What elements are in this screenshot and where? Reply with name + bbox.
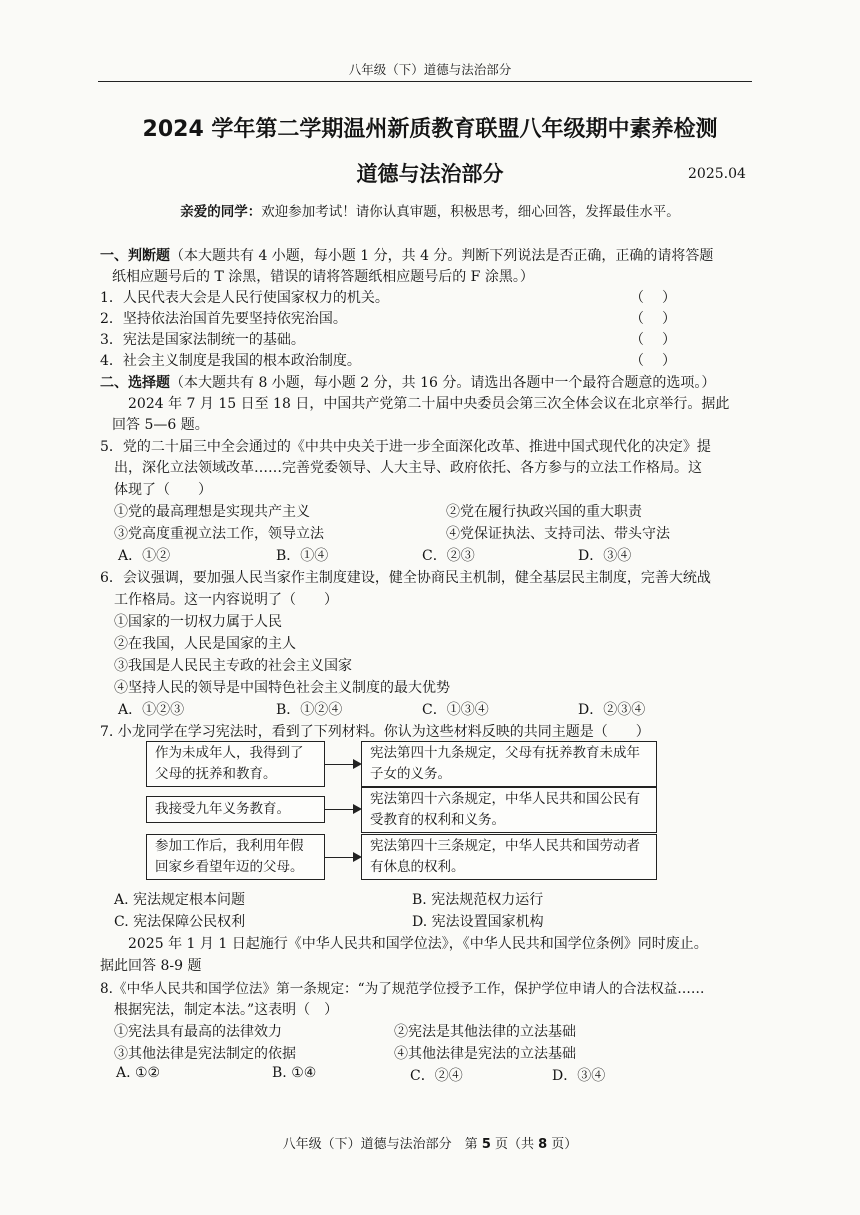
header-rule [98,81,752,82]
q7-stem: 7. 小龙同学在学习宪法时，看到了下列材料。你认为这些材料反映的共同主题是（ ） [100,724,650,740]
q6-choice-c: C．①③④ [422,702,489,718]
context-5-6-line2: 回答 5—6 题。 [112,417,209,433]
section1-heading: 一、判断题 [100,248,170,264]
q5-choice-b: B．①④ [276,548,329,564]
q5-stem-line3: 体现了（ ） [114,482,212,498]
q8-option-2: ②宪法是其他法律的立法基础 [394,1024,576,1040]
q7-arrow-2 [325,809,360,810]
q7-material-right-1: 宪法第四十九条规定，父母有抚养教育未成年子女的义务。 [361,741,657,787]
q6-option-2: ②在我国，人民是国家的主人 [114,636,296,652]
context-8-9-line2: 据此回答 8-9 题 [100,958,202,974]
section2-heading: 二、选择题 [100,375,170,391]
page-number: 5 [481,1137,491,1152]
q6-option-4: ④坚持人民的领导是中国特色社会主义制度的最大优势 [114,680,450,696]
q7-material-left-2: 我接受九年义务教育。 [146,796,325,823]
q8-option-1: ①宪法具有最高的法律效力 [114,1024,282,1040]
q5-stem-line2: 出，深化立法领域改革……完善党委领导、人大主导、政府依托、各方参与的立法工作格局。这 [114,460,702,476]
q7-choice-c: C. 宪法保障公民权利 [114,914,246,930]
section1-instruction: （本大题共有 4 小题，每小题 1 分，共 4 分。判断下列说法是否正确，正确的请将答题 [170,248,714,264]
q5-option-3: ③党高度重视立法工作，领导立法 [114,526,324,542]
page-footer: 八年级（下）道德与法治部分 第 5 页（共 8 页） [282,1137,578,1152]
q5-option-1: ①党的最高理想是实现共产主义 [114,504,310,520]
q6-option-3: ③我国是人民民主专政的社会主义国家 [114,658,352,674]
q6-choice-a: A．①②③ [118,702,185,718]
exam-title: 2024 学年第二学期温州新质教育联盟八年级期中素养检测 [142,117,718,142]
q8-stem-line1: 8.《中华人民共和国学位法》第一条规定：“为了规范学位授予工作，保护学位申请人的合法权益…… [100,981,705,997]
context-5-6-line1: 2024 年 7 月 15 日至 18 日，中国共产党第二十届中央委员会第三次全体会议在北京举行。据此 [128,396,730,412]
q7-arrow-3 [325,857,360,858]
context-8-9-line1: 2025 年 1 月 1 日起施行《中华人民共和国学位法》，《中华人民共和国学位条例》同时废止。 [128,936,708,952]
judge-item-1: 1．人民代表大会是人民行使国家权力的机关。 [100,290,389,306]
q5-choice-d: D．③④ [578,548,632,564]
q8-option-4: ④其他法律是宪法的立法基础 [394,1046,576,1062]
q5-choice-a: A．①② [118,548,171,564]
exam-date: 2025.04 [688,166,746,182]
judge-item-3: 3．宪法是国家法制统一的基础。 [100,332,305,348]
q7-material-left-3: 参加工作后，我利用年假回家乡看望年迈的父母。 [146,834,325,880]
q6-option-1: ①国家的一切权力属于人民 [114,614,282,630]
q7-choice-d: D. 宪法设置国家机构 [412,914,544,930]
q6-stem-line2: 工作格局。这一内容说明了（ ） [114,592,338,608]
section1-heading-line [100,245,713,265]
intro-greeting: 亲爱的同学： [180,204,262,220]
q7-material-right-2: 宪法第四十六条规定，中华人民共和国公民有受教育的权利和义务。 [361,787,657,833]
section2-instruction: （本大题共有 8 小题，每小题 2 分，共 16 分。请选出各题中一个最符合题意的选项。） [170,375,716,391]
section2-heading-line [100,372,715,392]
q8-option-3: ③其他法律是宪法制定的依据 [114,1046,296,1062]
q7-material-right-3: 宪法第四十三条规定，中华人民共和国劳动者有休息的权利。 [361,834,657,880]
q5-choice-c: C．②③ [422,548,475,564]
q6-choice-b: B．①②④ [276,702,343,718]
q8-stem-line2: 根据宪法，制定本法。”这表明（ ） [114,1002,339,1018]
q6-stem-line1: 6．会议强调，要加强人民当家作主制度建设，健全协商民主机制，健全基层民主制度，完善大统战 [100,570,711,586]
intro-line [0,200,860,220]
intro-text: 欢迎参加考试！请你认真审题，积极思考，细心回答，发挥最佳水平。 [261,204,680,220]
running-header: 八年级（下）道德与法治部分 [348,62,512,77]
judge-item-2: 2．坚持依法治国首先要坚持依宪治国。 [100,311,347,327]
q8-choice-a: A. ①② [116,1065,161,1081]
q7-material-left-1: 作为未成年人，我得到了父母的抚养和教育。 [146,741,325,787]
q5-stem-line1: 5．党的二十届三中全会通过的《中共中央关于进一步全面深化改革、推进中国式现代化的决定》提 [100,439,711,455]
q7-choice-a: A. 宪法规定根本问题 [114,892,246,908]
judge-item-4: 4．社会主义制度是我国的根本政治制度。 [100,353,361,369]
exam-subtitle: 道德与法治部分 [356,162,504,186]
q6-choice-d: D．②③④ [578,702,646,718]
q7-arrow-1 [325,764,360,765]
section1-instruction-cont: 纸相应题号后的 T 涂黑，错误的请将答题纸相应题号后的 F 涂黑。） [112,269,534,285]
q8-choice-d: D．③④ [552,1068,606,1084]
q8-choice-b: B. ①④ [272,1065,317,1081]
q5-option-2: ②党在履行执政兴国的重大职责 [446,504,642,520]
q5-option-4: ④党保证执法、支持司法、带头守法 [446,526,670,542]
page-total: 8 [538,1137,548,1152]
q7-choice-b: B. 宪法规范权力运行 [412,892,544,908]
q8-choice-c: C．②④ [410,1068,463,1084]
